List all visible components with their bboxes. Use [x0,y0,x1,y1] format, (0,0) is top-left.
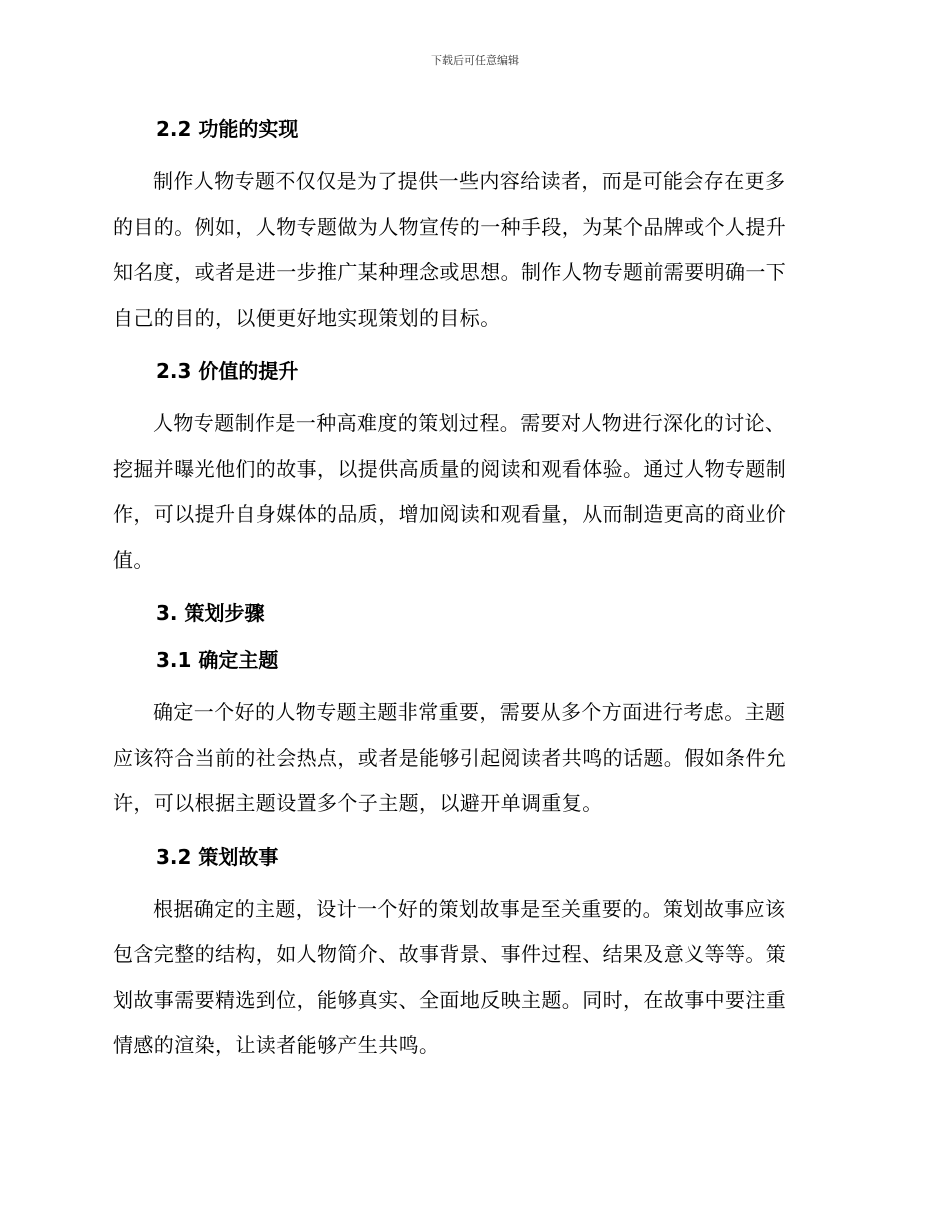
section-3-1 [113,643,833,827]
section-heading: 3.1 确定主题 [156,648,279,672]
paragraph-line: 的目的。例如，人物专题做为人物宣传的一种手段，为某个品牌或个人提升 [113,214,787,239]
paragraph-line: 划故事需要精选到位，能够真实、全面地反映主题。同时，在故事中要注重 [113,987,787,1012]
paragraph-line: 确定一个好的人物专题主题非常重要，需要从多个方面进行考虑。主题 [153,700,786,724]
paragraph-line: 应该符合当前的社会热点，或者是能够引起阅读者共鸣的话题。假如条件允 [113,745,787,770]
paragraph [113,887,833,1069]
document-body [113,112,833,1082]
paragraph-line: 制作人物专题不仅仅是为了提供一些内容给读者，而是可能会存在更多 [153,169,786,193]
section-heading: 2.3 价值的提升 [156,359,299,383]
section-3-2 [113,840,833,1069]
paragraph-line: 包含完整的结构，如人物简介、故事背景、事件过程、结果及意义等等。策 [113,942,787,966]
paragraph-line: 值。 [113,547,154,572]
section-heading: 2.2 功能的实现 [156,117,299,141]
paragraph [113,401,833,583]
paragraph-line: 作，可以提升自身媒体的品质，增加阅读和观看量，从而制造更高的商业价 [113,502,787,526]
section-2-3 [113,354,833,583]
paragraph [113,159,833,341]
paragraph-line: 根据确定的主题，设计一个好的策划故事是至关重要的。策划故事应该 [153,896,786,921]
paragraph-line: 挖掘并曝光他们的故事，以提供高质量的阅读和观看体验。通过人物专题制 [113,456,787,481]
paragraph-line: 许，可以根据主题设置多个子主题，以避开单调重复。 [113,791,603,815]
section-heading: 3.2 策划故事 [156,844,279,869]
paragraph-line: 知名度，或者是进一步推广某种理念或思想。制作人物专题前需要明确一下 [113,260,787,284]
paragraph-line: 人物专题制作是一种高难度的策划过程。需要对人物进行深化的讨论、 [153,411,786,435]
section-heading: 3. 策划步骤 [156,601,265,625]
paragraph-line: 情感的渲染，让读者能够产生共鸣。 [113,1033,440,1057]
paragraph-line: 自己的目的，以便更好地实现策划的目标。 [113,305,501,330]
page-header: 下载后可任意编辑 [431,54,519,67]
section-2-2 [113,112,833,341]
paragraph [113,690,833,827]
section-3 [113,596,833,630]
